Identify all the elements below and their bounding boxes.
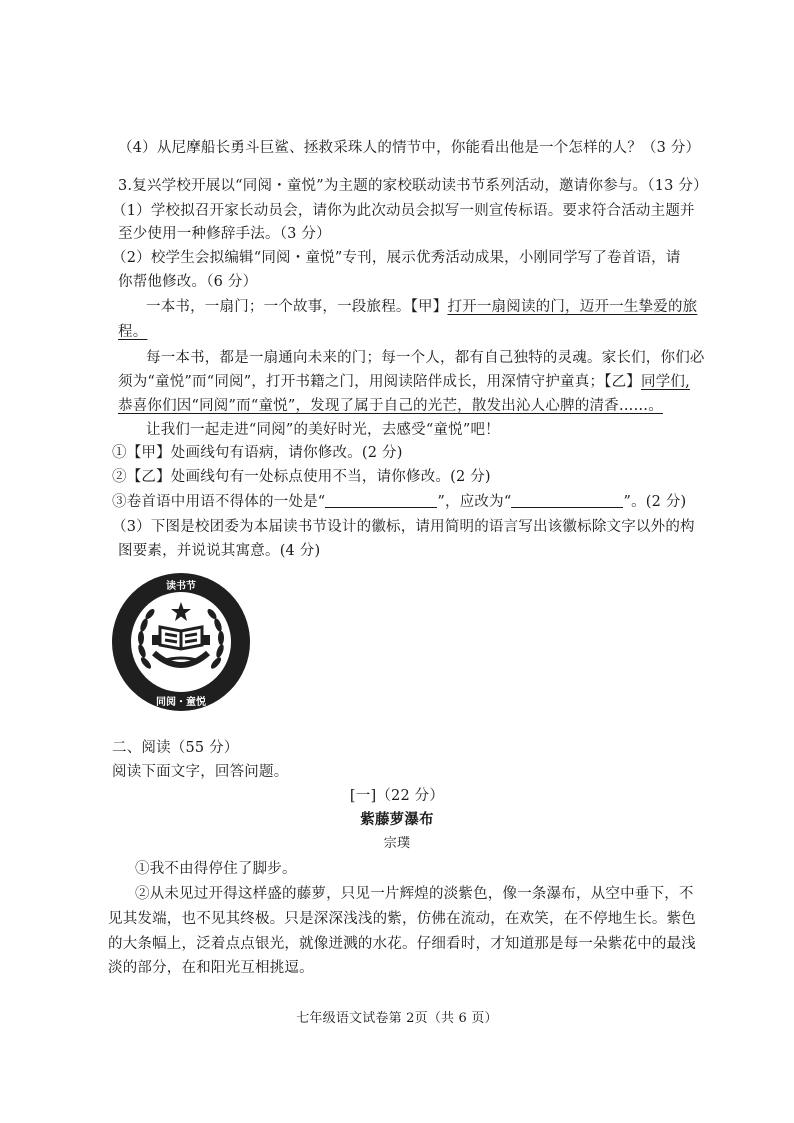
question-3-1-line-2: 至少使用一种修辞手法。（3 分） <box>118 226 331 242</box>
question-4: （4）从尼摩船长勇斗巨鲨、拯救采珠人的情节中，你能看出他是一个怎样的人？（3 分） <box>118 140 701 156</box>
reading-instruction: 阅读下面文字，回答问题。 <box>112 764 289 780</box>
article-paragraph-1: ①我不由得停住了脚步。 <box>135 861 297 877</box>
underlined-sentence-yi: 同学们, <box>641 374 690 390</box>
question-3-2-line-2: 你帮他修改。（6 分） <box>118 274 258 290</box>
article-paragraph-2-line-3: 的大条幅上，泛着点点银光，就像迸溅的水花。仔细看时，才知道那是每一朵紫花中的最浅 <box>108 936 696 952</box>
page-footer: 七年级语文试卷第 2页（共 6 页） <box>296 1011 498 1026</box>
article-paragraph-2-line-1: ②从未见过开得这样盛的藤萝，只见一片辉煌的淡紫色，像一条瀑布，从空中垂下，不 <box>135 886 694 902</box>
article-author: 宗璞 <box>383 836 411 851</box>
underlined-sentence-jia-end: 程。 <box>118 324 148 340</box>
answer-blank-2[interactable] <box>511 493 623 508</box>
sub-question-3 <box>112 492 686 512</box>
preface-paragraph-1-line-1 <box>146 297 697 317</box>
article-title: 紫藤萝瀑布 <box>360 812 434 828</box>
preface-paragraph-2-line-2 <box>118 372 690 392</box>
preface-text: 须为“童悦”而“同阅”，打开书籍之门，用阅读陪伴成长，用深情守护童真；【乙】 <box>118 374 641 390</box>
sub-question-1: ①【甲】处画线句有语病，请你修改。(2 分) <box>112 445 403 461</box>
question-3-3-line-1: （3）下图是校团委为本届读书节设计的徽标，请用简明的语言写出该徽标除文字以外的构 <box>112 519 695 535</box>
preface-paragraph-2-line-1: 每一本书，都是一扇通向未来的门；每一个人，都有自己独特的灵魂。家长们，你们必 <box>146 350 705 366</box>
section-2-heading: 二、阅读（55 分） <box>112 740 239 756</box>
preface-text: 一本书，一扇门；一个故事，一段旅程。【甲】 <box>146 299 448 315</box>
answer-blank-1[interactable] <box>325 493 437 508</box>
reading-festival-logo <box>110 571 252 713</box>
logo-bottom-text: 同阅・童悦 <box>156 697 206 708</box>
article-paragraph-2-line-4: 淡的部分，在和阳光互相挑逗。 <box>108 960 314 976</box>
part-1-heading: [一]（22 分） <box>349 788 445 804</box>
question-3-1-line-1: （1）学校拟召开家长动员会，请你为此次动员会拟写一则宣传标语。要求符合活动主题并 <box>112 203 695 219</box>
sub-question-2: ②【乙】处画线句有一处标点使用不当，请你修改。(2 分) <box>112 469 491 485</box>
question-3-title: 3.复兴学校开展以“同阅・童悦”为主题的家校联动读书节系列活动，邀请你参与。（13 分） <box>118 178 708 194</box>
logo-top-text: 读书节 <box>166 581 196 592</box>
sub-question-3-text: ”，应改为“ <box>437 494 512 510</box>
question-3-3-line-2: 图要素，并说说其寓意。(4 分) <box>118 543 321 559</box>
question-3-2-line-1: （2）校学生会拟编辑“同阅・童悦”专刊，展示优秀活动成果，小刚同学写了卷首语，请 <box>112 250 681 266</box>
logo-graphic <box>110 571 252 713</box>
underlined-sentence-jia: 打开一扇阅读的门，迈开一生挚爱的旅 <box>447 299 698 315</box>
sub-question-3-text: ”。(2 分) <box>623 494 687 510</box>
sub-question-3-text: ③卷首语中用语不得体的一处是“ <box>112 494 326 510</box>
article-paragraph-2-line-2: 见其发端，也不见其终极。只是深深浅浅的紫，仿佛在流动，在欢笑，在不停地生长。紫色 <box>108 911 696 927</box>
preface-paragraph-3: 让我们一起走进“同阅”的美好时光，去感受“童悦”吧！ <box>146 422 500 438</box>
underlined-sentence-yi-end: 恭喜你们因“同阅”而“童悦”，发现了属于自己的光芒，散发出沁人心脾的清香……。 <box>118 398 663 414</box>
